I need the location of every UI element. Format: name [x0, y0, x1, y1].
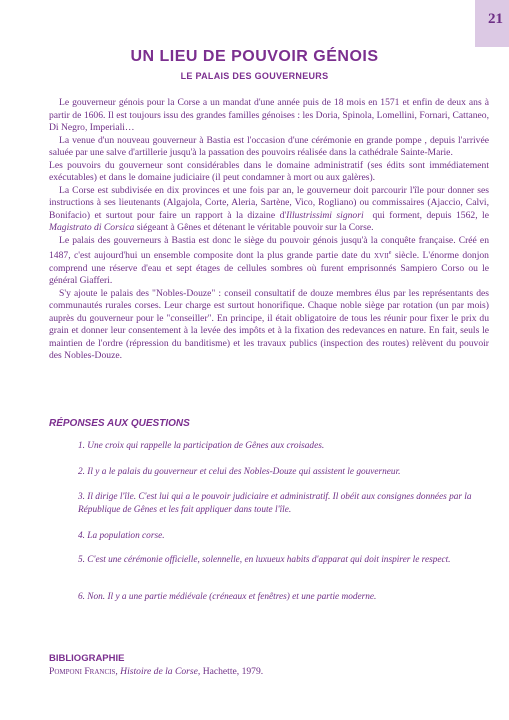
article-body [49, 97, 492, 363]
answer-item: 6. Non. Il y a une partie médiévale (créneaux et fenêtres) et une partie moderne. [78, 592, 377, 602]
answers-heading: RÉPONSES AUX QUESTIONS [49, 418, 190, 429]
answer-item: 1. Une croix qui rappelle la participation de Gênes aux croisades. [78, 441, 325, 451]
bibliography-heading: BIBLIOGRAPHIE [49, 653, 125, 664]
bibliography-entry [49, 666, 263, 677]
paragraph-provinces-text-c: siégeant à Gênes et détenant le véritable pouvoir sur la Corse. [134, 222, 374, 233]
answer-item: 2. Il y a le palais du gouverneur et celui des Nobles-Douze qui assistent le gouverneur. [78, 467, 401, 477]
magistrato-term: Magistrato di Corsica [49, 222, 135, 233]
paragraph-provinces-text-b: qui forment, depuis 1562, le [363, 209, 492, 221]
paragraph-provinces-text-a: La Corse est subdivisée en dix provinces et une fois par an, le gouverneur doit parcourir l'île pour donner ses instructions à ses lieutenants (Algajola, Corte, Aleria, Sartène, Vico, Rogliano) ou commissaires (Ajaccio, Calvi, Bonifacio) et surtout pour faire un rapport à la dizaine d' [49, 184, 489, 221]
paragraph-nobles-douze: S'y ajoute le palais des "Nobles-Douze" : conseil consultatif de douze membres élus par les représentants des communautés rurales corses. Leur charge est surtout honorifique. Chaque noble siège par rotation (un par mois) auprès du gouverneur pour le "conseiller". En principe, il était obligatoire de tous les réunir pour fixer le prix du grain et donner leur consentement à la levée des impôts et à la fixation des redevances en nature. En fait, seuls le maintien de l'ordre (répression du banditisme) et les travaux publics (inspection des routes) relèvent du pouvoir des Nobles-Douze. [49, 287, 489, 362]
century-numeral: xvii [373, 250, 389, 262]
century-superscript: e [388, 250, 392, 256]
page-subtitle: LE PALAIS DES GOUVERNEURS [180, 71, 329, 81]
page-number: 21 [488, 11, 503, 27]
paragraph-mandate: Le gouverneur génois pour la Corse a un mandat d'une année puis de 18 mois en 1571 et enfin de deux ans à partir de 1606. Il est toujours issu des grandes familles génoises : les Doria, Spinola, Lomellini, Fornari, Cattaneo, Di Negro, Imperiali… [49, 97, 489, 133]
bibliography-separator: , [115, 666, 121, 677]
paragraph-provinces [49, 184, 492, 235]
answer-item: 3. Il dirige l'île. C'est lui qui a le pouvoir judiciaire et administratif. Il obéit aux consignes données par la République de Gênes et les fait appliquer dans toute l'île. [78, 492, 472, 515]
paragraph-powers: Les pouvoirs du gouverneur sont considérables dans le domaine administratif (ses édits sont immédiatement exécutables) et dans le domaine judiciaire (il peut condamner à mort ou aux galères). [49, 159, 489, 183]
answer-item: 5. C'est une cérémonie officielle, solennelle, en luxueux habits d'apparat qui doit inspirer le respect. [78, 555, 451, 565]
paragraph-ceremony: La venue d'un nouveau gouverneur à Bastia est l'occasion d'une cérémonie en grande pompe , depuis l'arrivée saluée par une salve d'artillerie jusqu'à la passation des pouvoirs réalisée dans la cathédrale Sainte-Marie. [49, 134, 489, 158]
paragraph-palace [49, 235, 489, 288]
bibliography-author: Pomponi Francis [49, 666, 116, 677]
answer-item: 4. La population corse. [78, 531, 165, 541]
bibliography-details: , Hachette, 1979. [197, 666, 264, 677]
paragraph-palace-text-b: siècle. L'énorme donjon comprend une réserve d'eau et sept étages de cellules sombres où furent emprisonnés Sampiero Corso ou le général Giafferi. [49, 250, 489, 287]
paragraph-palace-text-a: Le palais des gouverneurs à Bastia est donc le siège du pouvoir génois jusqu'à la conquête française. Créé en 1487, c'est aujourd'hui un ensemble composite dont la plus grande partie date du [49, 234, 489, 262]
illustrissimi-signori-term: Illustrissimi signori [286, 209, 364, 221]
bibliography-book-title: Histoire de la Corse [120, 666, 198, 677]
page-title: UN LIEU DE POUVOIR GÉNOIS [130, 48, 379, 65]
